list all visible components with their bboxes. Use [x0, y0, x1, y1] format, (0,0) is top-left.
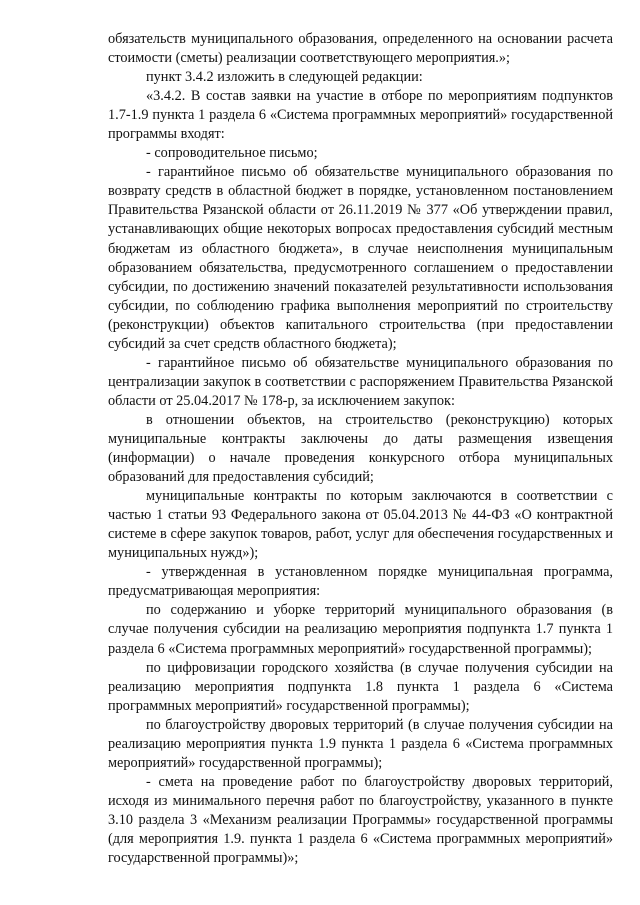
paragraph-clause-3-4-2-intro: пункт 3.4.2 изложить в следующей редакции:	[146, 69, 423, 86]
paragraph-municipal-program: - утвержденная в установленном порядке муниципальная программа, предусматривающая мероприятия:	[108, 564, 613, 600]
paragraph-yard-improvement: по благоустройству дворовых территорий (в случае получения субсидии на реализацию мероприятия пункта 1.9 пункта 1 раздела 6 «Система программных мероприятий» государственной программы);	[108, 716, 613, 771]
paragraph-estimate: - смета на проведение работ по благоустройству дворовых территорий, исходя из минимального перечня работ по благоустройству, указанного в пункте 3.10 раздела 3 «Механизм реализации Программы» государственной программы (для мероприятия 1.9. пункта 1 раздела 6 «Система программных мероприятий» государственной программы)»;	[108, 773, 613, 867]
paragraph-obligations-end: обязательств муниципального образования, определенного на основании расчета стоимости (сметы) реализации соответствующего мероприятия.»;	[108, 31, 613, 67]
paragraph-digitalization: по цифровизации городского хозяйства (в случае получения субсидии на реализацию мероприятия подпункта 1.8 пункта 1 раздела 6 «Система программных мероприятий» государственной программы);	[108, 659, 613, 714]
paragraph-guarantee-letter-return: - гарантийное письмо об обязательстве муниципального образования по возврату средств в областной бюджет в порядке, установленном постановлением Правительства Рязанской области от 26.11.2019 № 377 «Об утверждении правил, устанавливающих общие некоторых вопросах предоставления субсидий местным бюджетам из областного бюджета», в случае неисполнения муниципальным образованием обязательства, предусмотренного соглашением о предоставлении субсидии, по достижению значений показателей результативности использования субсидии, по соблюдению графика выполнения мероприятий по строительству (реконструкции) объектов капитального строительства (при предоставлении субсидий за счет средств областного бюджета);	[108, 164, 613, 352]
paragraph-clause-3-4-2: «3.4.2. В состав заявки на участие в отборе по мероприятиям подпунктов 1.7-1.9 пункта 1 раздела 6 «Система программных мероприятий» государственной программы входят:	[108, 88, 613, 143]
document-page	[108, 30, 613, 868]
paragraph-cover-letter: - сопроводительное письмо;	[146, 145, 318, 162]
paragraph-guarantee-letter-procurement: - гарантийное письмо об обязательстве муниципального образования по централизации закупок в соответствии с распоряжением Правительства Рязанской области от 25.04.2017 № 178-р, за исключением закупок:	[108, 354, 613, 409]
paragraph-exception-contracts: муниципальные контракты по которым заключаются в соответствии с частью 1 статьи 93 Федерального закона от 05.04.2013 № 44-ФЗ «О контрактной системе в сфере закупок товаров, работ, услуг для обеспечения государственных и муниципальных нужд»);	[108, 488, 613, 562]
paragraph-exception-objects: в отношении объектов, на строительство (реконструкцию) которых муниципальные контракты заключены до даты размещения извещения (информации) о начале проведения конкурсного отбора муниципальных образований для предоставления субсидий;	[108, 411, 613, 486]
paragraph-cleaning-territories: по содержанию и уборке территорий муниципального образования (в случае получения субсидии на реализацию мероприятия подпункта 1.7 пункта 1 раздела 6 «Система программных мероприятий» государственной программы);	[108, 602, 613, 657]
